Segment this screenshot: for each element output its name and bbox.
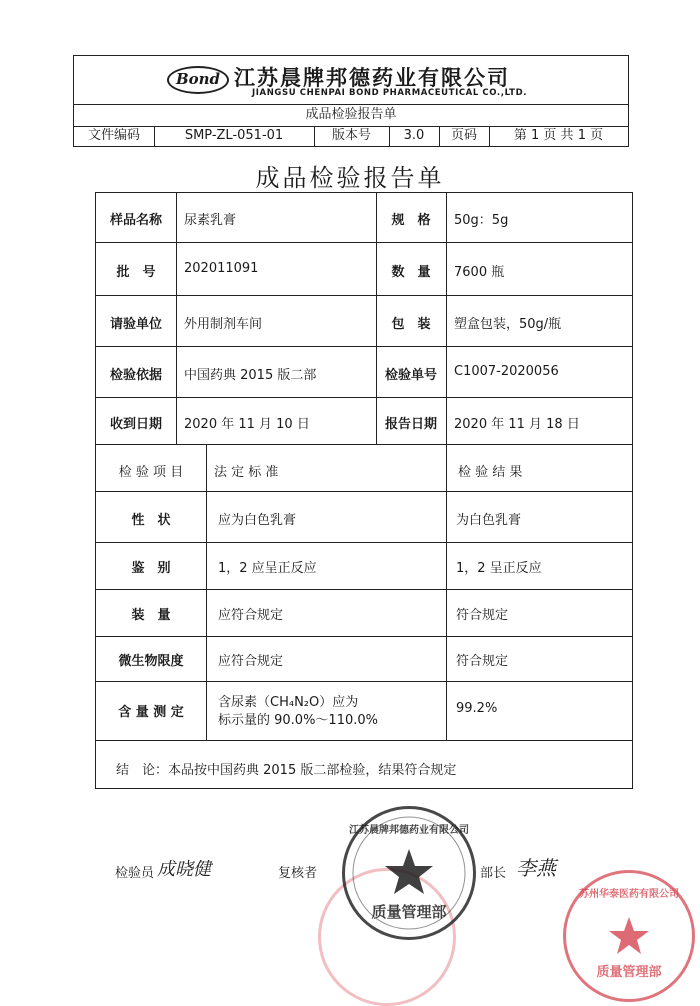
company-banner	[74, 56, 628, 105]
requester-value: 外用制剂车间	[184, 317, 263, 332]
received-date-value: 2020 年 11 月 10 日	[184, 417, 310, 432]
basis-value: 中国药典 2015 版二部	[184, 368, 317, 383]
test-result: 符合规定	[456, 608, 509, 623]
test-item: 性 状	[131, 513, 171, 528]
batch-no-value: 202011091	[184, 261, 259, 276]
manager-signature: 李燕	[516, 856, 556, 880]
test-item: 装 量	[131, 608, 171, 623]
test-standard-line2: 标示量的 90.0%～110.0%	[218, 713, 378, 728]
report-date-label: 报告日期	[384, 417, 437, 432]
test-item: 鉴 别	[131, 561, 171, 576]
test-result: 99.2%	[456, 701, 498, 716]
sample-name-label: 样品名称	[109, 213, 162, 228]
quantity-value: 7600 瓶	[454, 265, 505, 280]
test-no-label: 检验单号	[384, 368, 437, 383]
page-value: 第 1 页 共 1 页	[513, 128, 604, 143]
test-result-header: 检 验 结 果	[458, 465, 523, 480]
inspector-label: 检验员	[115, 866, 155, 881]
company-logo: Bond	[167, 66, 229, 94]
reviewer-label: 复核者	[278, 866, 318, 881]
company-seal-stamp	[342, 806, 476, 940]
basis-label: 检验依据	[109, 368, 162, 383]
packaging-label: 包 装	[391, 317, 431, 332]
test-item: 微生物限度	[118, 654, 184, 669]
test-standard-header: 法 定 标 准	[214, 465, 279, 480]
batch-no-label: 批 号	[116, 265, 156, 280]
version-label: 版本号	[314, 126, 390, 146]
test-result: 符合规定	[456, 654, 509, 669]
test-standard: 含尿素（CH₄N₂O）应为	[218, 695, 359, 710]
quantity-label: 数 量	[391, 265, 431, 280]
test-item: 含 量 测 定	[118, 705, 184, 720]
test-item-header: 检 验 项 目	[118, 465, 184, 480]
red-seal-stamp	[563, 870, 695, 1002]
document-header	[73, 55, 629, 147]
seal-company-text: 江苏晨牌邦德药业有限公司	[349, 825, 469, 836]
report-date-value: 2020 年 11 月 18 日	[454, 417, 580, 432]
file-no-value: SMP-ZL-051-01	[154, 126, 315, 146]
test-result: 为白色乳膏	[456, 513, 522, 528]
red-seal-company-text: 苏州华泰医药有限公司	[579, 889, 679, 900]
manager-label: 部长	[480, 866, 507, 881]
company-name-cn: 江苏晨牌邦德药业有限公司	[234, 66, 510, 90]
test-standard: 应符合规定	[218, 654, 284, 669]
seal-dept-text: 质量管理部	[371, 903, 447, 921]
header-doc-title: 成品检验报告单	[74, 104, 628, 127]
received-date-label: 收到日期	[109, 417, 162, 432]
spec-value: 50g：5g	[454, 213, 509, 228]
inspection-table	[95, 192, 633, 789]
version-value: 3.0	[389, 126, 440, 146]
test-no-value: C1007-2020056	[454, 364, 559, 379]
header-meta-row	[74, 126, 628, 146]
requester-label: 请验单位	[109, 317, 162, 332]
packaging-value: 塑盒包装，50g/瓶	[454, 317, 562, 332]
test-standard: 应符合规定	[218, 608, 284, 623]
red-seal-dept-text: 质量管理部	[596, 965, 662, 980]
report-title: 成品检验报告单	[255, 164, 445, 192]
company-name-en: JIANGSU CHENPAI BOND PHARMACEUTICAL CO.,LTD.	[252, 88, 528, 98]
conclusion: 结 论：本品按中国药典 2015 版二部检验，结果符合规定	[116, 763, 457, 778]
test-result: 1，2 呈正反应	[456, 561, 542, 576]
spec-label: 规 格	[391, 213, 431, 228]
test-standard: 1，2 应呈正反应	[218, 561, 317, 576]
file-no-label: 文件编码	[74, 126, 155, 146]
inspector-signature: 成晓健	[157, 859, 211, 880]
sample-name-value: 尿素乳膏	[184, 213, 237, 228]
page-label: 页码	[439, 126, 490, 146]
test-standard: 应为白色乳膏	[218, 513, 297, 528]
